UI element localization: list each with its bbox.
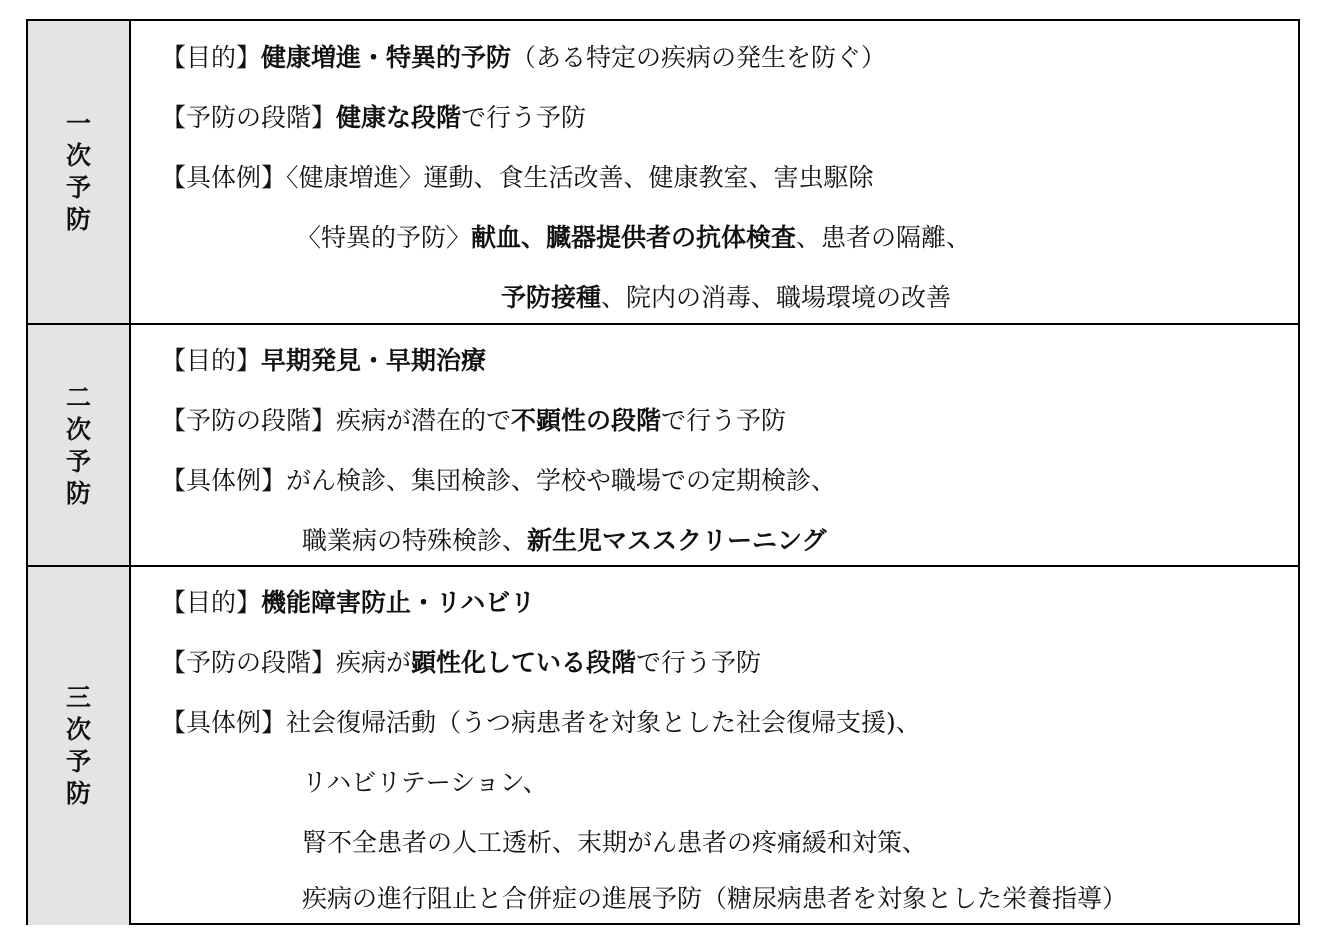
row-label: [28, 325, 131, 567]
row-label-text: 一 次 予 防: [65, 109, 91, 234]
purpose-line: 【目的】機能障害防止・リハビリ: [161, 588, 536, 617]
stage-line: 【予防の段階】健康な段階で行う予防: [161, 103, 587, 132]
examples-line: 疾病の進行阻止と合併症の進展予防（糖尿病患者を対象とした栄養指導）: [302, 884, 1128, 913]
tertiary-prevention-row: [28, 565, 1298, 925]
purpose-line: 【目的】早期発見・早期治療: [161, 346, 487, 375]
secondary-prevention-row: [28, 323, 1298, 567]
examples-line: 【具体例】がん検診、集団検診、学校や職場での定期検診、: [161, 466, 837, 495]
examples-line: 〈特異的予防〉献血、臓器提供者の抗体検査、患者の隔離、: [296, 223, 972, 252]
prevention-table: [26, 19, 1300, 925]
stage-line: 【予防の段階】疾病が顕性化している段階で行う予防: [161, 648, 762, 677]
examples-line: リハビリテーション、: [302, 768, 548, 797]
row-label-text: 二 次 予 防: [65, 383, 91, 508]
row-content: [131, 325, 1298, 567]
examples-line: 腎不全患者の人工透析、末期がん患者の疼痛緩和対策、: [302, 828, 928, 857]
row-label: [28, 21, 131, 323]
row-label: [28, 567, 131, 925]
row-label-text: 三 次 予 防: [65, 683, 91, 808]
row-content: [131, 567, 1298, 925]
examples-line: 【具体例】〈健康増進〉運動、食生活改善、健康教室、害虫駆除: [161, 163, 874, 192]
purpose-line: 【目的】健康増進・特異的予防（ある特定の疾病の発生を防ぐ）: [161, 43, 887, 72]
examples-line: 【具体例】社会復帰活動（うつ病患者を対象とした社会復帰支援)、: [161, 708, 921, 737]
primary-prevention-row: [28, 21, 1298, 323]
row-content: [131, 21, 1298, 323]
examples-line: 予防接種、院内の消毒、職場環境の改善: [501, 283, 952, 312]
examples-line: 職業病の特殊検診、新生児マススクリーニング: [302, 526, 827, 555]
stage-line: 【予防の段階】疾病が潜在的で不顕性の段階で行う予防: [161, 406, 787, 435]
